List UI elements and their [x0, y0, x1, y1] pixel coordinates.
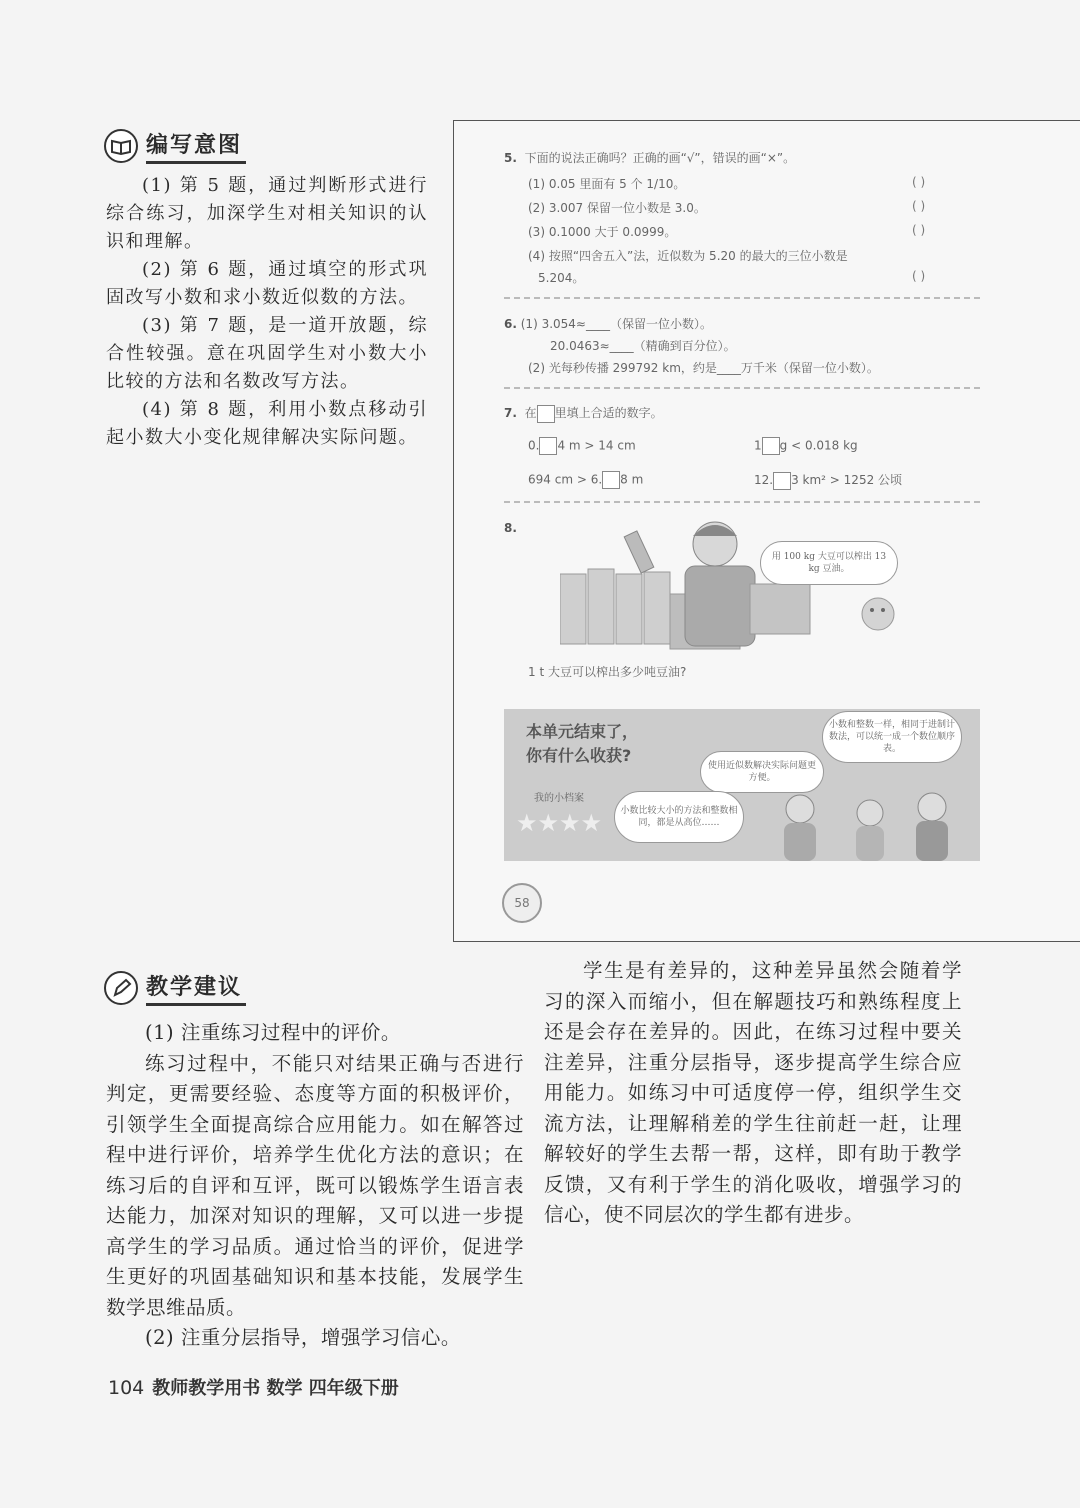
- q6-item: 20.0463≈____（精确到百分位）。: [550, 339, 736, 353]
- suggest-paragraph: 练习过程中，不能只对结果正确与否进行判定，更需要经验、态度等方面的积极评价，引领学生全面提高综合应用能力。如在解答过程中进行评价，培养学生优化方法的意识；在练习后的自评和互评，既可以锻炼学生语言表达能力，加深对知识的理解，又可以进一步提高学生的学习品质。通过恰当的评价，促进学生更好的巩固基础知识和基本技能，发展学生数学思维品质。: [106, 1051, 524, 1319]
- intent-paragraph: (3) 第 7 题，是一道开放题，综合性较强。意在巩固学生对小数大小比较的方法和名数改写方法。: [106, 315, 428, 392]
- speech-bubble: 小数比较大小的方法和整数相同，都是从高位……: [614, 791, 744, 843]
- rating-label: 我的小档案: [534, 793, 584, 804]
- speech-bubble: 使用近似数解决实际问题更方便。: [700, 751, 824, 793]
- children-illustration: [772, 779, 972, 861]
- textbook-page-image: [453, 120, 1080, 942]
- q8-number: 8.: [504, 521, 517, 535]
- textbook-page-number: 58: [502, 883, 542, 923]
- suggest-paragraph: (2) 注重分层指导，增强学习信心。: [145, 1326, 461, 1349]
- answer-paren: ( ): [912, 223, 926, 237]
- suggest-left-column: [106, 1018, 524, 1354]
- q7-prompt: 7. 在 里填上合适的数字。: [504, 404, 663, 423]
- intent-paragraph: (4) 第 8 题，利用小数点移动引起小数大小变化规律解决实际问题。: [106, 399, 428, 448]
- speech-bubble: 小数和整数一样，相同于进制计数法，可以统一成一个数位顺序表。: [822, 711, 962, 763]
- oil-press-illustration: [560, 514, 920, 659]
- suggest-right-column: [544, 956, 962, 1231]
- banner-title: 本单元结束了，: [526, 722, 639, 741]
- q5-item: (1) 0.05 里面有 5 个 1/10。: [528, 177, 686, 191]
- blank-box: [602, 471, 620, 489]
- q7-item: 0. 4 m > 14 cm: [528, 437, 636, 455]
- blank-box: [539, 437, 557, 455]
- q7-item: 1 g < 0.018 kg: [754, 437, 858, 455]
- q6-item: 6. (1) 3.054≈____（保留一位小数）。: [504, 317, 712, 331]
- suggest-paragraph: (1) 注重练习过程中的评价。: [145, 1021, 401, 1044]
- divider: [504, 501, 980, 503]
- q5-item: (4) 按照“四舍五入”法，近似数为 5.20 的最大的三位小数是: [528, 249, 848, 263]
- q7-item: 12. 3 km² > 1252 公顷: [754, 471, 902, 490]
- q7-item: 694 cm > 6. 8 m: [528, 471, 643, 489]
- book-title: 教师教学用书 数学 四年级下册: [152, 1378, 399, 1399]
- blank-box: [762, 437, 780, 455]
- page-footer: [108, 1374, 399, 1400]
- suggest-title: 教学建议: [146, 970, 246, 1006]
- suggest-heading: [104, 970, 246, 1006]
- intent-paragraph: (2) 第 6 题，通过填空的形式巩固改写小数和求小数近似数的方法。: [106, 259, 428, 308]
- star-rating: ★★★★: [516, 809, 603, 837]
- q6-item: (2) 光每秒传播 299792 km，约是____万千米（保留一位小数）。: [528, 361, 879, 375]
- q5-item: (3) 0.1000 大于 0.0999。: [528, 225, 677, 239]
- answer-paren: ( ): [912, 269, 926, 283]
- divider: [504, 297, 980, 299]
- blank-box: [773, 472, 791, 490]
- page-number: 104: [108, 1377, 145, 1399]
- speech-bubble: 用 100 kg 大豆可以榨出 13 kg 豆油。: [760, 541, 898, 585]
- divider: [504, 387, 980, 389]
- q5-item: (2) 3.007 保留一位小数是 3.0。: [528, 201, 706, 215]
- intent-heading: [104, 128, 246, 164]
- answer-paren: ( ): [912, 199, 926, 213]
- book-icon: [104, 129, 138, 163]
- q5-item: 5.204。: [538, 271, 585, 285]
- q5-prompt: 5. 下面的说法正确吗？正确的画“√”，错误的画“×”。: [504, 151, 796, 165]
- banner-title: 你有什么收获?: [526, 746, 632, 765]
- answer-paren: ( ): [912, 175, 926, 189]
- suggest-paragraph: 学生是有差异的，这种差异虽然会随着学习的深入而缩小，但在解题技巧和熟练程度上还是会存在差异的。因此，在练习过程中要关注差异，注重分层指导，逐步提高学生综合应用能力。如练习中可适度停一停，组织学生交流方法，让理解稍差的学生往前赶一赶，让理解较好的学生去帮一帮，这样，即有助于教学反馈，又有利于学生的消化吸收，增强学习的信心，使不同层次的学生都有进步。: [544, 959, 962, 1226]
- unit-summary-banner: [504, 709, 980, 861]
- intent-paragraph: (1) 第 5 题，通过判断形式进行综合练习，加深学生对相关知识的认识和理解。: [106, 175, 428, 252]
- intent-title: 编写意图: [146, 128, 246, 164]
- blank-box: [537, 405, 555, 423]
- q8-question: 1 t 大豆可以榨出多少吨豆油?: [528, 665, 687, 679]
- intent-text: [106, 172, 428, 452]
- pencil-icon: [104, 971, 138, 1005]
